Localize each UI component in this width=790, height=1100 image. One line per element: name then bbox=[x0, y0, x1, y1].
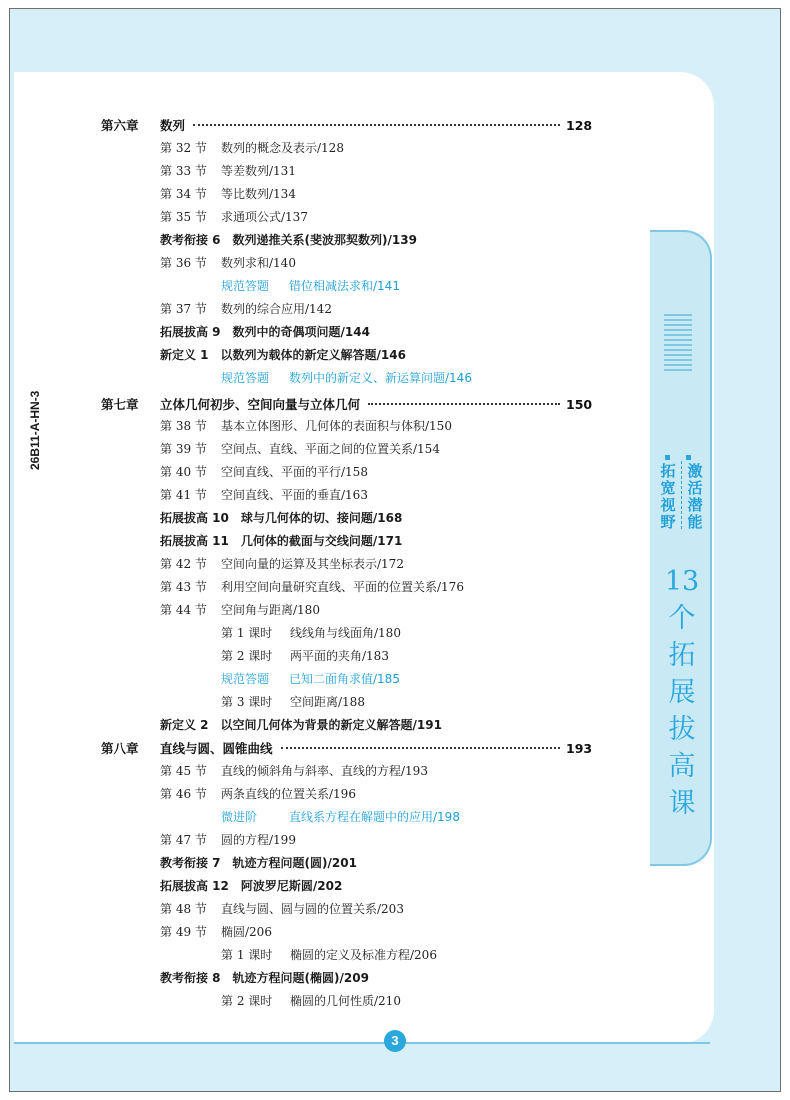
toc-label: 第 34 节 bbox=[160, 187, 207, 201]
toc-label: 第 48 节 bbox=[160, 902, 207, 916]
toc-label: 第 47 节 bbox=[160, 833, 207, 847]
toc-label: 第 3 课时 bbox=[221, 695, 273, 709]
toc-title: 椭圆的几何性质/210 bbox=[290, 994, 401, 1008]
sidebar-slogan-a: 激活潜能 bbox=[687, 462, 703, 531]
toc-label: 第 41 节 bbox=[160, 488, 207, 502]
toc-label: 第 36 节 bbox=[160, 256, 207, 270]
toc-label: 第 1 课时 bbox=[221, 948, 273, 962]
toc-label: 教考衔接 8 轨迹方程问题(椭圆)/209 bbox=[160, 971, 369, 985]
toc-label: 新定义 1 以数列为载体的新定义解答题/146 bbox=[160, 348, 406, 362]
footer-line bbox=[14, 1042, 710, 1044]
toc-title: 直线系方程在解题中的应用/198 bbox=[289, 810, 460, 824]
toc-title: 椭圆/206 bbox=[221, 925, 272, 939]
toc-label: 第 2 课时 bbox=[221, 649, 273, 663]
toc-leader-dots bbox=[281, 747, 560, 749]
toc-title: 利用空间向量研究直线、平面的位置关系/176 bbox=[221, 580, 464, 594]
toc-label: 拓展拔高 11 几何体的截面与交线问题/171 bbox=[160, 534, 403, 548]
sidebar-title: 13个拓展拔高课 bbox=[664, 566, 700, 819]
toc-title: 已知二面角求值/185 bbox=[289, 672, 400, 686]
page-number: 3 bbox=[384, 1030, 406, 1052]
toc-title: 空间直线、平面的垂直/163 bbox=[221, 488, 368, 502]
toc-title: 线线角与线面角/180 bbox=[290, 626, 401, 640]
toc-label: 第八章 bbox=[101, 741, 139, 756]
toc-title: 数列求和/140 bbox=[221, 256, 296, 270]
toc-title: 立体几何初步、空间向量与立体几何 bbox=[160, 397, 361, 412]
toc-label: 微进阶 bbox=[221, 810, 258, 824]
toc-label: 拓展拔高 9 数列中的奇偶项问题/144 bbox=[160, 325, 370, 339]
toc-label: 第七章 bbox=[101, 397, 139, 412]
toc-label: 第 1 课时 bbox=[221, 626, 273, 640]
toc-title: 数列的综合应用/142 bbox=[221, 302, 332, 316]
toc-label: 第 39 节 bbox=[160, 442, 207, 456]
toc-title: 求通项公式/137 bbox=[221, 210, 308, 224]
toc-title: 等比数列/134 bbox=[221, 187, 296, 201]
toc-label: 第 49 节 bbox=[160, 925, 207, 939]
toc-label: 第 45 节 bbox=[160, 764, 207, 778]
toc-leader-dots bbox=[368, 403, 560, 405]
toc-label: 新定义 2 以空间几何体为背景的新定义解答题/191 bbox=[160, 718, 442, 732]
toc-title: 椭圆的定义及标准方程/206 bbox=[290, 948, 437, 962]
toc-title: 空间点、直线、平面之间的位置关系/154 bbox=[221, 442, 440, 456]
toc-title: 数列 bbox=[160, 118, 186, 133]
toc-label: 规范答题 bbox=[221, 672, 270, 686]
toc-title: 直线的倾斜角与斜率、直线的方程/193 bbox=[221, 764, 428, 778]
toc-label: 第 32 节 bbox=[160, 141, 207, 155]
toc-label: 第六章 bbox=[101, 118, 139, 133]
toc-label: 规范答题 bbox=[221, 279, 270, 293]
toc-title: 错位相减法求和/141 bbox=[289, 279, 400, 293]
toc-title: 直线与圆、圆锥曲线 bbox=[160, 741, 273, 756]
toc-title: 数列的概念及表示/128 bbox=[221, 141, 344, 155]
toc-label: 第 40 节 bbox=[160, 465, 207, 479]
toc-leader-dots bbox=[193, 124, 560, 126]
toc-label: 第 35 节 bbox=[160, 210, 207, 224]
toc-label: 第 44 节 bbox=[160, 603, 207, 617]
toc-label: 第 2 课时 bbox=[221, 994, 273, 1008]
toc-page-number: 150 bbox=[566, 397, 593, 412]
toc-title: 基本立体图形、几何体的表面积与体积/150 bbox=[221, 419, 452, 433]
toc-label: 第 38 节 bbox=[160, 419, 207, 433]
toc-label: 拓展拔高 10 球与几何体的切、接问题/168 bbox=[160, 511, 403, 525]
toc-title: 等差数列/131 bbox=[221, 164, 296, 178]
toc-title: 两平面的夹角/183 bbox=[290, 649, 389, 663]
toc-title: 空间直线、平面的平行/158 bbox=[221, 465, 368, 479]
toc-label: 第 42 节 bbox=[160, 557, 207, 571]
toc-label: 教考衔接 7 轨迹方程问题(圆)/201 bbox=[160, 856, 357, 870]
toc-title: 圆的方程/199 bbox=[221, 833, 296, 847]
toc-label: 教考衔接 6 数列递推关系(斐波那契数列)/139 bbox=[160, 233, 417, 247]
toc-label: 规范答题 bbox=[221, 371, 270, 385]
toc-title: 空间角与距离/180 bbox=[221, 603, 320, 617]
sidebar-slogan-b: 拓宽视野 bbox=[660, 462, 676, 531]
book-code: 26B11-A-HN-3 bbox=[28, 390, 42, 470]
toc-page-number: 128 bbox=[566, 118, 593, 133]
toc-label: 第 43 节 bbox=[160, 580, 207, 594]
toc-label: 第 33 节 bbox=[160, 164, 207, 178]
toc-title: 空间向量的运算及其坐标表示/172 bbox=[221, 557, 404, 571]
toc-title: 数列中的新定义、新运算问题/146 bbox=[289, 371, 472, 385]
toc-label: 第 46 节 bbox=[160, 787, 207, 801]
toc-title: 直线与圆、圆与圆的位置关系/203 bbox=[221, 902, 404, 916]
toc-label: 第 37 节 bbox=[160, 302, 207, 316]
toc-title: 空间距离/188 bbox=[290, 695, 365, 709]
toc-title: 两条直线的位置关系/196 bbox=[221, 787, 356, 801]
toc-label: 拓展拔高 12 阿波罗尼斯圆/202 bbox=[160, 879, 343, 893]
toc-page-number: 193 bbox=[566, 741, 593, 756]
